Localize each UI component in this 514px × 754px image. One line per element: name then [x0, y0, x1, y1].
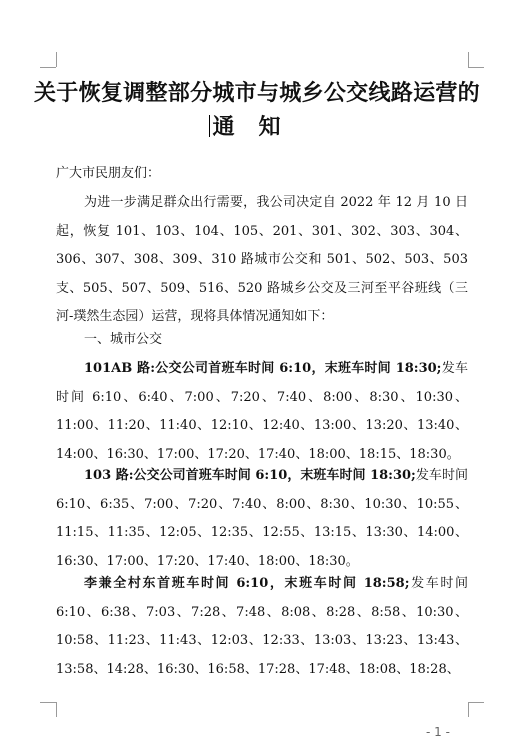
crop-mark-bottom-left-h	[40, 702, 56, 703]
route-103-times: 发车时间 6:10、6:35、7:00、7:20、7:40、8:00、8:30、10:30、10:55、11:15、11:35、12:05、12:35、12:55、13:15、13:30、14:00、16:30、17:00、17:20、17:40、18:00、18:30。	[56, 468, 468, 569]
crop-mark-bottom-left-v	[56, 702, 57, 717]
crop-mark-top-right-h	[468, 67, 484, 68]
route-101ab-paragraph	[56, 355, 468, 469]
route-lijianquan-paragraph	[56, 570, 468, 684]
title-line-1: 关于恢复调整部分城市与城乡公交线路运营的	[33, 80, 480, 106]
route-lijianquan-head: 李兼全村东首班车时间 6:10，末班车时间 18:58;	[84, 576, 410, 591]
crop-mark-top-left-h	[40, 67, 56, 68]
crop-mark-top-left-v	[56, 52, 57, 67]
intro-paragraph: 为进一步满足群众出行需要，我公司决定自 2022 年 12 月 10 日起，恢复 101、103、104、105、201、301、302、303、304、306、307、308、309、310 路城市公交和 501、502、503、503 支、505、507、509、516、520 路城乡公交及三河至平谷班线（三河-璞然生态园）运营，现将具体情况通知如下：	[56, 195, 468, 324]
route-101ab-times: 发车时间 6:10、6:40、7:00、7:20、7:40、8:00、8:30、10:30、11:00、11:20、11:40、12:10、12:40、13:00、13:20、13:40、14:00、16:30、17:00、17:20、17:40、18:00、18:15、18:30。	[56, 361, 468, 462]
crop-mark-bottom-right-v	[468, 702, 469, 717]
crop-mark-bottom-right-h	[468, 702, 484, 703]
title-line-2-wrap	[30, 110, 484, 144]
text-cursor	[209, 115, 210, 137]
salutation: 广大市民朋友们：	[56, 166, 161, 181]
document-title	[30, 76, 484, 144]
section-heading-city-bus: 一、城市公交	[84, 332, 163, 347]
title-line-2: 通知	[212, 114, 305, 140]
route-lijianquan-times: 发车时间 6:10、6:38、7:03、7:28、7:48、8:08、8:28、8:58、10:30、10:58、11:23、11:43、12:03、12:33、13:03、13:23、13:43、13:58、14:28、16:30、16:58、17:28、17:48、18:08、18:28、	[56, 576, 468, 677]
crop-mark-top-right-v	[468, 52, 469, 67]
route-103-paragraph	[56, 462, 468, 576]
route-103-head: 103 路:公交公司首班车时间 6:10，末班车时间 18:30;	[84, 468, 416, 483]
page-number: - 1 -	[426, 725, 450, 739]
route-101ab-head: 101AB 路:公交公司首班车时间 6:10，末班车时间 18:30;	[84, 361, 442, 376]
